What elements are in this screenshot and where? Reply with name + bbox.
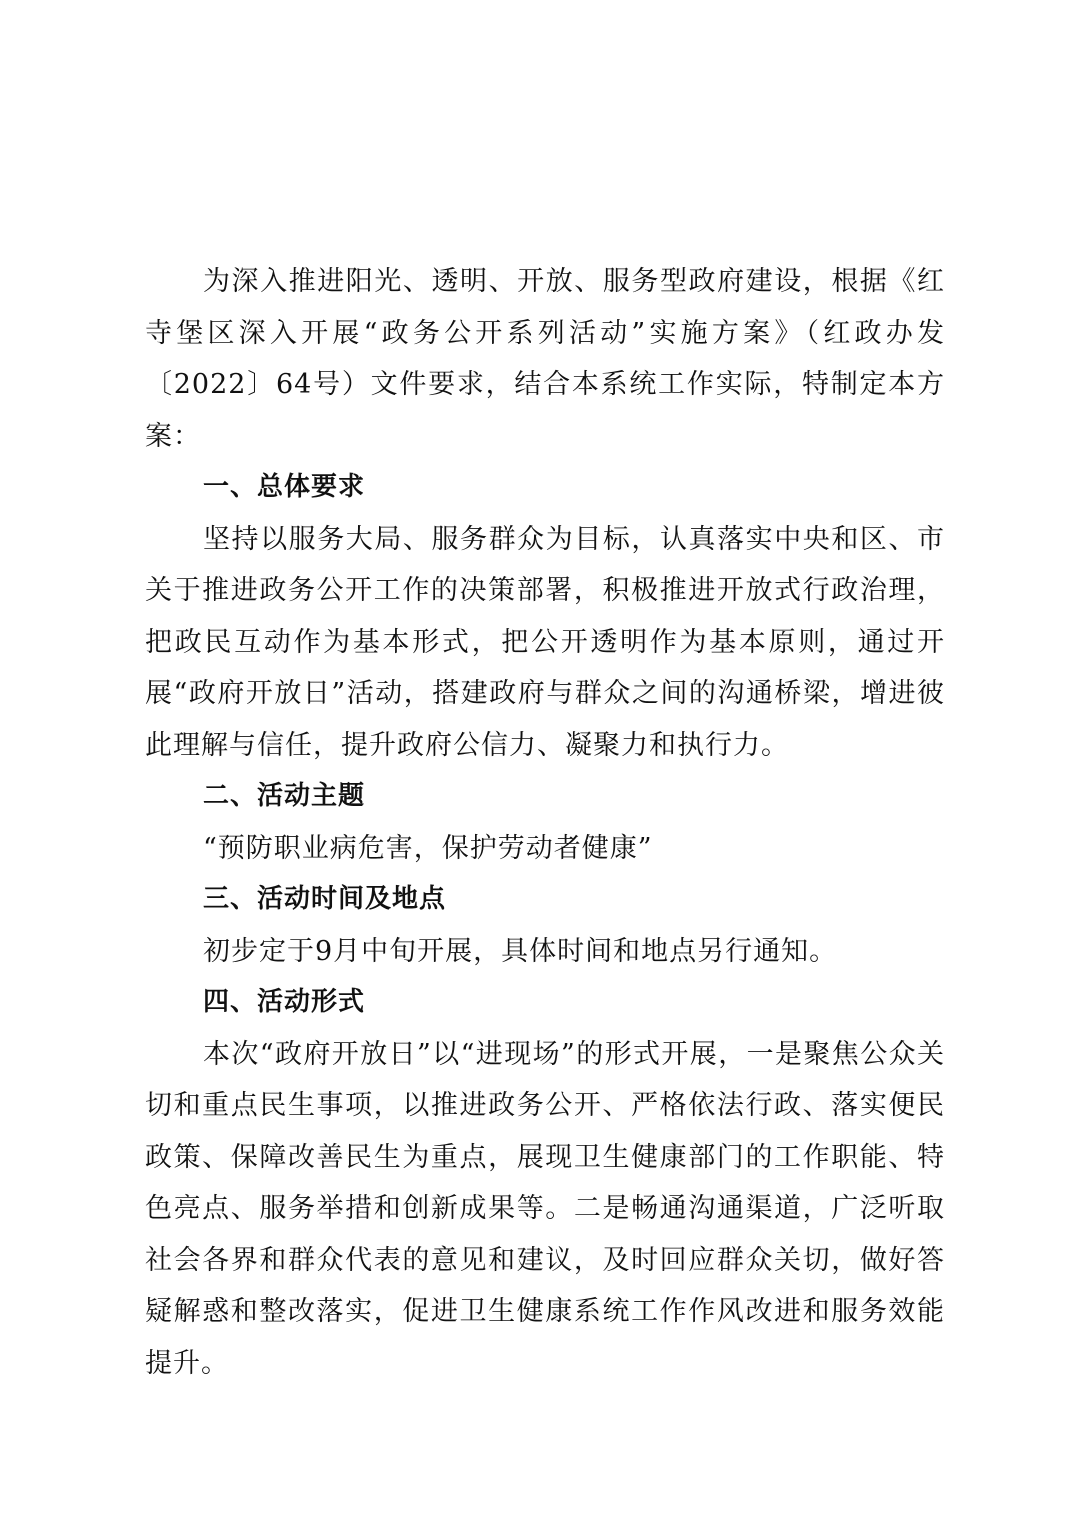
section-heading-time-location: 三、活动时间及地点 [203, 884, 447, 914]
section-heading-general-requirements: 一、总体要求 [203, 472, 366, 502]
section-body-general-requirements: 坚持以服务大局、服务群众为目标，认真落实中央和区、市关于推进政务公开工作的决策部署，积极推进开放式行政治理，把政民互动作为基本形式，把公开透明作为基本原则，通过开展“政府开放日”活动，搭建政府与群众之间的沟通桥梁，增进彼此理解与信任，提升政府公信力、凝聚力和执行力。 [145, 523, 945, 761]
section-body-activity-theme: “预防职业病危害，保护劳动者健康” [203, 832, 653, 864]
section-heading-activity-form: 四、活动形式 [203, 987, 366, 1017]
section-heading-activity-theme: 二、活动主题 [203, 781, 366, 811]
document-body [145, 256, 945, 1389]
section-body-activity-form: 本次“政府开放日”以“进现场”的形式开展，一是聚焦公众关切和重点民生事项，以推进政务公开、严格依法行政、落实便民政策、保障改善民生为重点，展现卫生健康部门的工作职能、特色亮点、服务举措和创新成果等。二是畅通沟通渠道，广泛听取社会各界和群众代表的意见和建议，及时回应群众关切，做好答疑解惑和整改落实，促进卫生健康系统工作作风改进和服务效能提升。 [145, 1038, 945, 1379]
intro-paragraph: 为深入推进阳光、透明、开放、服务型政府建设，根据《红寺堡区深入开展“政务公开系列活动”实施方案》（红政办发〔2022〕64号）文件要求，结合本系统工作实际，特制定本方案： [145, 266, 945, 452]
section-body-time-location: 初步定于9月中旬开展，具体时间和地点另行通知。 [203, 935, 838, 967]
